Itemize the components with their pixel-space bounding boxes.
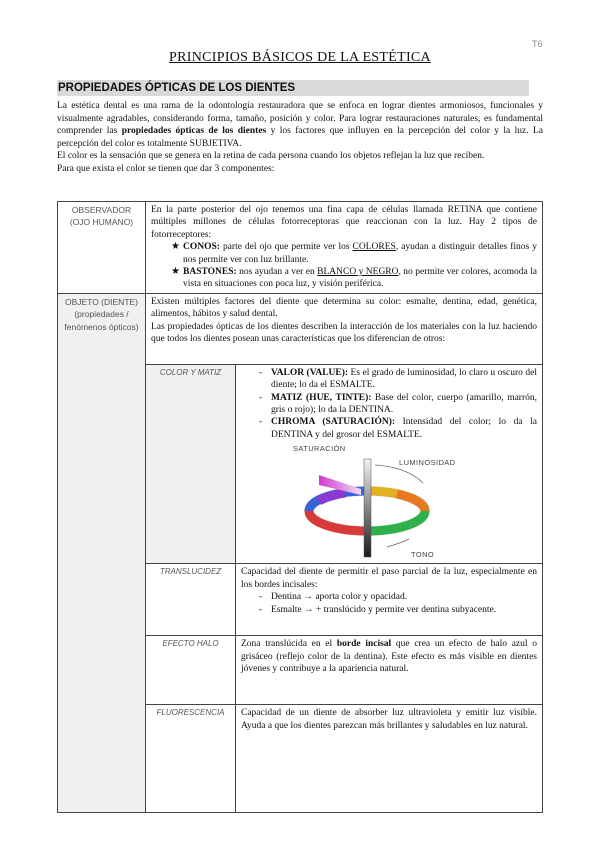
luminosity-label: LUMINOSIDAD [399,458,456,468]
color-list [241,367,537,441]
hue-ring-green [367,511,425,531]
color-label: COLOR Y MATIZ [146,364,236,563]
color-content [236,364,543,563]
list-item: - MATIZ (HUE, TINTE): Base del color, cuerpo (amarillo, marrón, gris o rojo); lo da la DENTINA. [259,392,537,417]
list-item: - VALOR (VALUE): Es el grado de luminosidad, lo claro u oscuro del diente; lo da el ESMALTE. [259,367,537,392]
object-label: OBJETO (DIENTE) (propiedades / fenómenos ópticos) [58,293,146,812]
color-wheel-diagram [279,443,454,561]
hue-ring-purple [319,493,345,501]
observer-content [146,202,543,294]
object-text: Existen múltiples factores del diente que determina su color: esmalte, dentina, edad, genética, alimentos, hábitos y salud dental. [151,296,537,320]
table-row [58,202,543,294]
observer-text: En la parte posterior del ojo tenemos una fina capa de células llamada RETINA que contiene múltiples millones de células fotorreceptoras que reaccionan con la luz. Hay 2 tipos de fotorreceptores: [151,205,537,240]
components-table [57,201,543,813]
fluorescence-content: Capacidad de un diente de absorber luz ultravioleta y emitir luz visible. Ayuda a que los dientes parezcan más brillantes y saludables en luz natural. [236,705,543,813]
list-item: - CHROMA (SATURACIÓN): Intensidad del color; lo da la DENTINA y del grosor del ESMALTE. [259,416,537,441]
hue-arrow [387,539,409,547]
list-item: ★ BASTONES: nos ayudan a ver en BLANCO y NEGRO, no permite ver colores, acomoda la vista en situaciones con poca luz, y visión periférica. [171,266,537,291]
intro-paragraph-3: Para que exista el color se tienen que dar 3 componentes: [57,163,275,174]
halo-label: EFECTO HALO [146,636,236,705]
intro-paragraph-1: La estética dental es una rama de la odontología restauradora que se enfoca en lograr dientes armoniosos, funcionales y visualmente agradables, considerando forma, tamaño, posición y color. Para lograr restauraciones naturales, es fundamental comprender las propiedades ópticas de los dientes y los factores que influyen en la percepción del color y la luz. La percepción del color es totalmente SUBJETIVA. [57,101,544,149]
translucency-content [236,564,543,636]
observer-label: OBSERVADOR (OJO HUMANO) [58,202,146,294]
color-wheel-graphic [279,443,454,561]
translucency-list [241,591,537,616]
page-number: T6 [532,39,543,49]
list-item: - Esmalte → + translúcido y permite ver dentina subyacente. [259,604,537,616]
fluorescence-label: FLUORESCENCIA [146,705,236,813]
object-intro [146,293,543,364]
hue-label: TONO [411,550,435,560]
object-text-2: Las propiedades ópticas de los dientes describen la interacción de los materiales con la luz haciendo que todos los dientes posean unas características que los diferencian de otros: [151,321,537,345]
hue-ring-orange [397,494,425,511]
luminosity-axis [364,459,371,557]
luminosity-arrow [375,465,423,483]
translucency-text: Capacidad del diente de permitir el paso parcial de la luz, especialmente en los bordes incisales: [241,567,537,590]
list-item: ★ CONOS: parte del ojo que permite ver los COLORES, ayudan a distinguir detalles finos y nos permite ver con luz brillante. [171,241,537,266]
page-title: PRINCIPIOS BÁSICOS DE LA ESTÉTICA [169,50,431,65]
translucency-label: TRANSLUCIDEZ [146,564,236,636]
table-row [58,293,543,364]
hue-ring-red [309,511,367,531]
photoreceptor-list [151,241,537,291]
saturation-label: SATURACIÓN [293,444,346,454]
halo-content: Zona translúcida en el borde incisal que crea un efecto de halo azul o grisáceo (reflejo color de la dentina). Este efecto es más visible en dientes jóvenes y contribuye a la apariencia natural. [236,636,543,705]
section-heading: PROPIEDADES ÓPTICAS DE LOS DIENTES [57,80,529,96]
list-item: - Dentina → aporta color y opacidad. [259,591,537,603]
intro-text [57,100,543,176]
intro-paragraph-2: El color es la sensación que se genera en la retina de cada persona cuando los objetos reflejan la luz que reciben. [57,151,485,162]
